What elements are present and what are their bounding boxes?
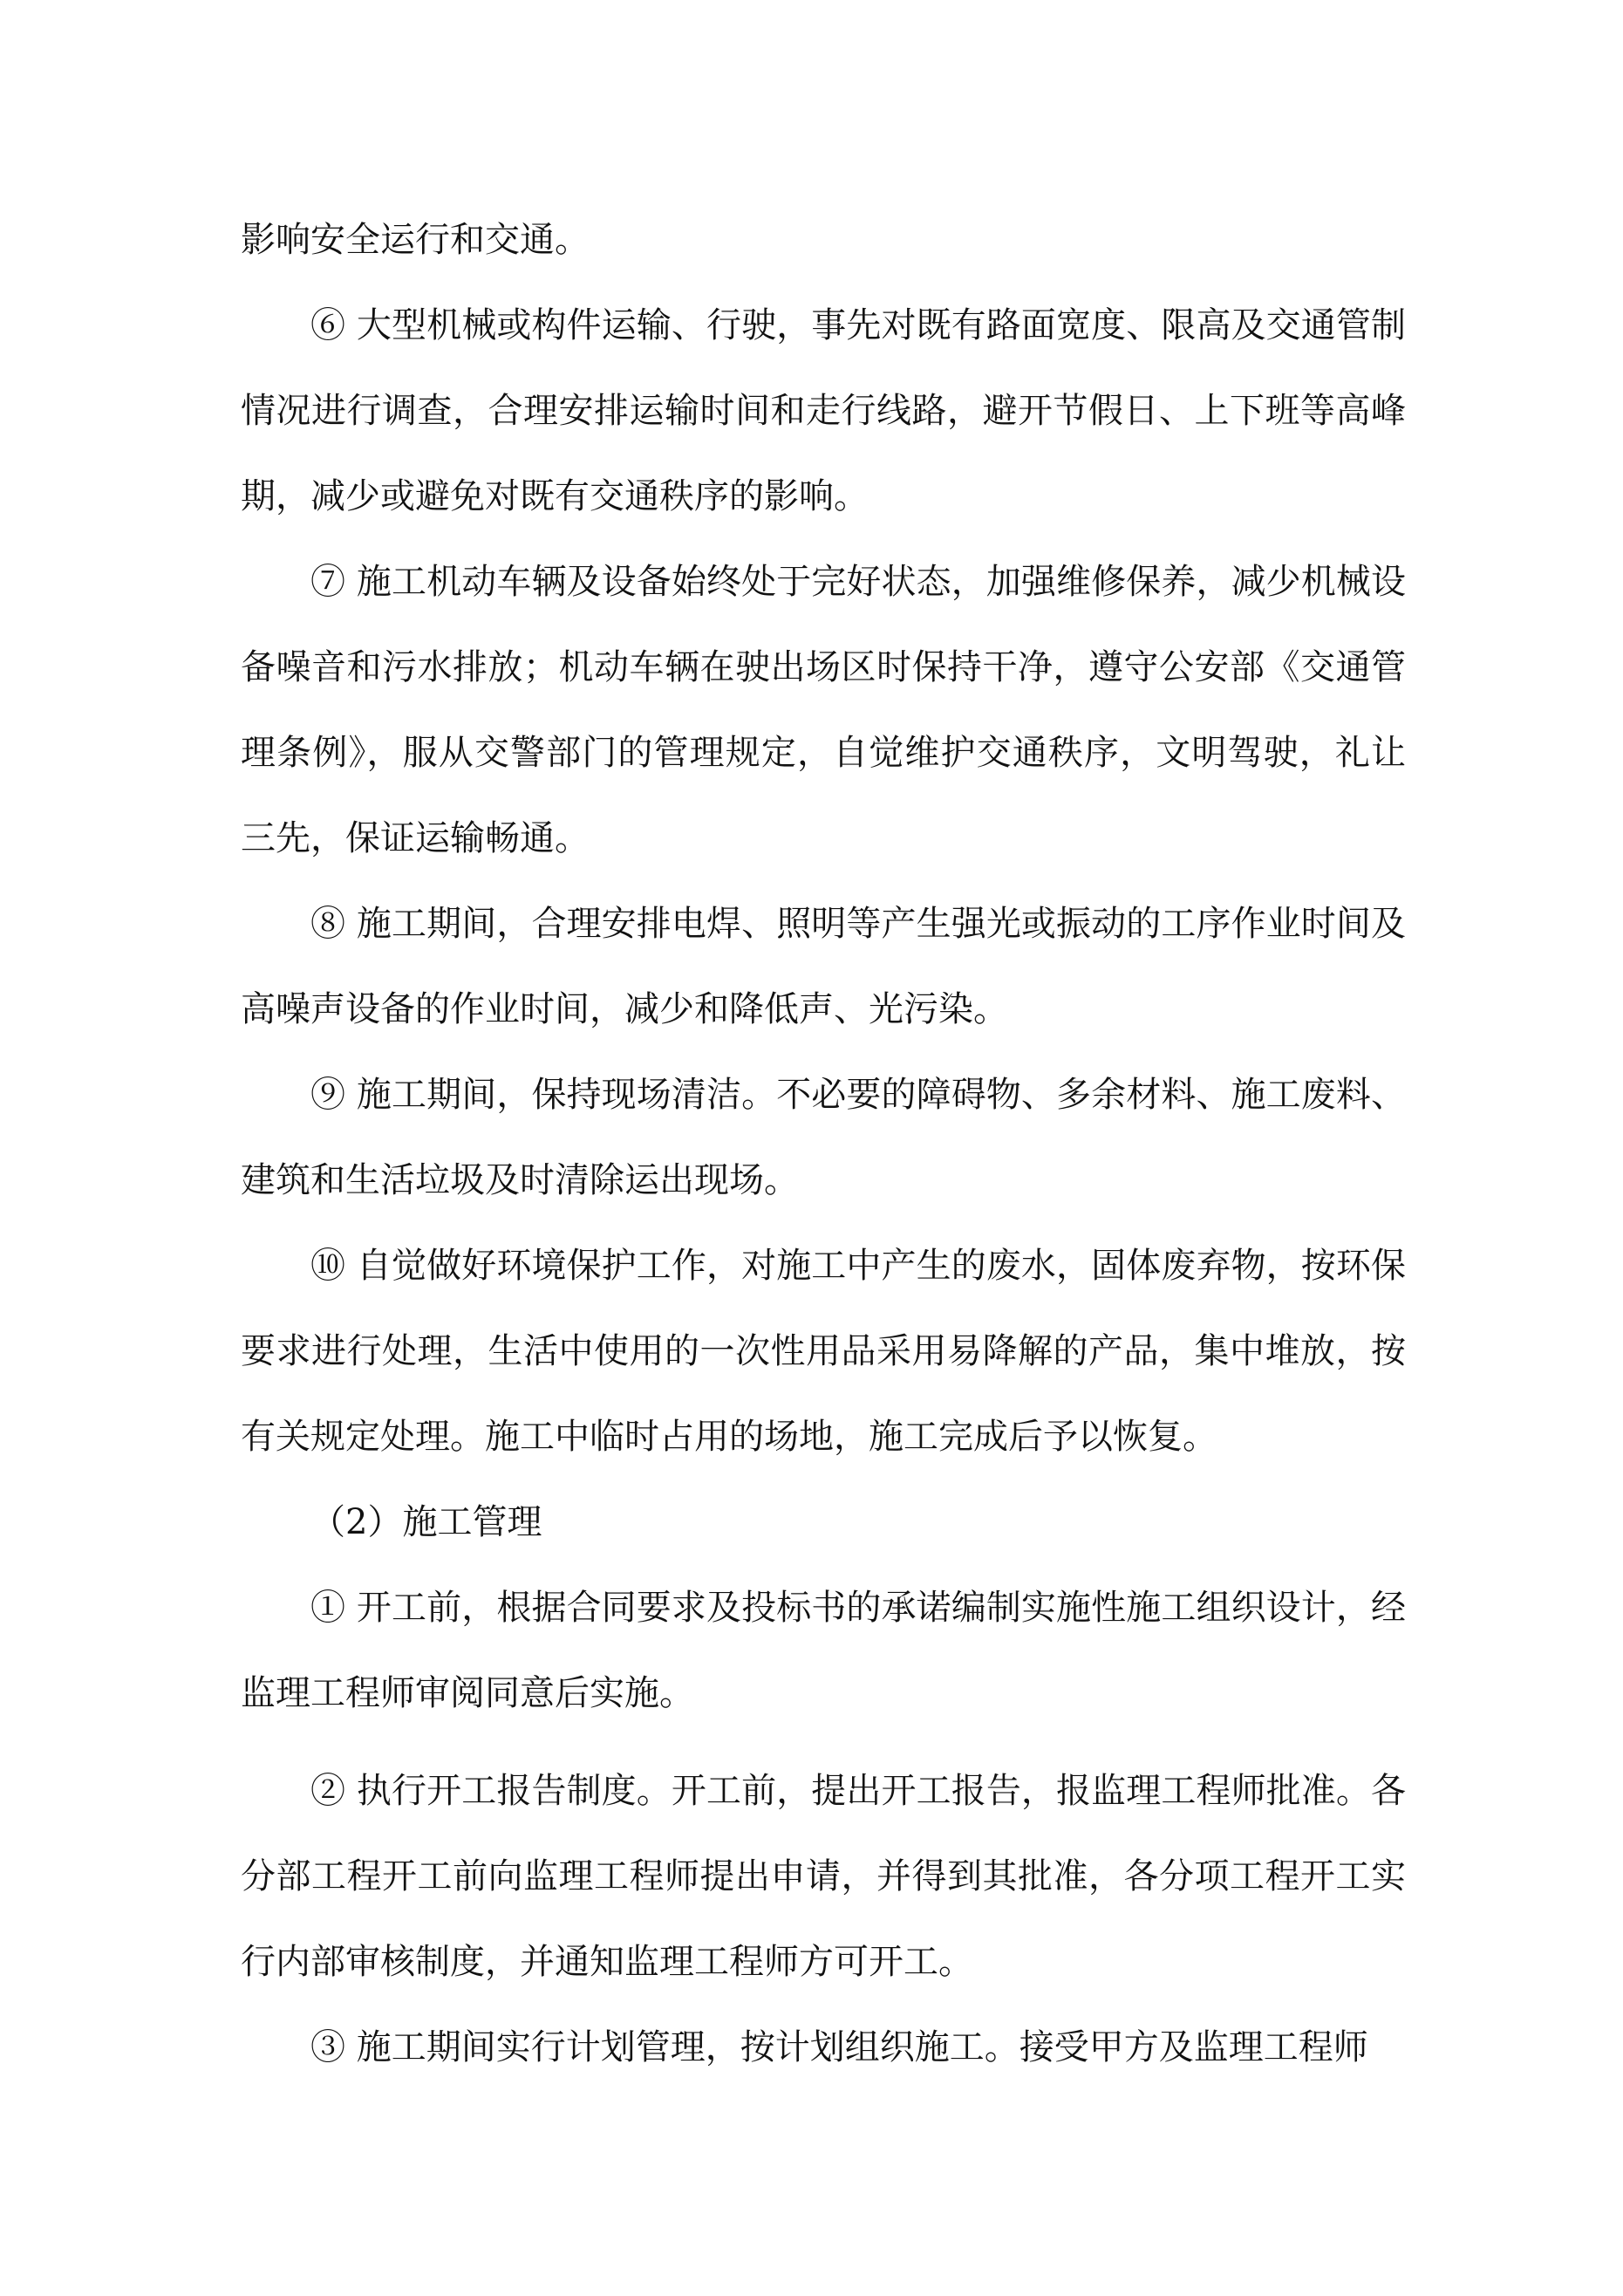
paragraph-item-10: ⑩ 自觉做好环境保护工作，对施工中产生的废水，固体废弃物，按环保要求进行处理，生活中使用的一次性用品采用易降解的产品，集中堆放，按有关规定处理。施工中临时占用的场地，施工完成后予以恢复。	[241, 1246, 1406, 1457]
paragraph-item-6: ⑥ 大型机械或构件运输、行驶，事先对既有路面宽度、限高及交通管制情况进行调查，合理安排运输时间和走行线路，避开节假日、上下班等高峰期，减少或避免对既有交通秩序的影响。	[241, 305, 1406, 516]
paragraph-item-8: ⑧ 施工期间，合理安排电焊、照明等产生强光或振动的工序作业时间及高噪声设备的作业时间，减少和降低声、光污染。	[241, 904, 1406, 1029]
paragraph-mgmt-1: ① 开工前，根据合同要求及投标书的承诺编制实施性施工组织设计，经监理工程师审阅同意后实施。	[241, 1588, 1406, 1713]
document-body	[241, 197, 1406, 2090]
paragraph-item-7: ⑦ 施工机动车辆及设备始终处于完好状态，加强维修保养，减少机械设备噪音和污水排放；机动车辆在驶出场区时保持干净，遵守公安部《交通管理条例》，服从交警部门的管理规定，自觉维护交通秩序，文明驾驶，礼让三先，保证运输畅通。	[241, 562, 1406, 858]
paragraph-mgmt-3: ③ 施工期间实行计划管理，按计划组织施工。接受甲方及监理工程师	[310, 2027, 1368, 2067]
section-heading-construction-management: （2）施工管理	[310, 1502, 542, 1542]
paragraph-gap	[241, 1736, 1406, 1748]
paragraph-item-9: ⑨ 施工期间，保持现场清洁。不必要的障碍物、多余材料、施工废料、建筑和生活垃圾及时清除运出现场。	[241, 1075, 1406, 1200]
paragraph-continuation: 影响安全运行和交通。	[241, 220, 590, 260]
paragraph-mgmt-2: ② 执行开工报告制度。开工前，提出开工报告，报监理工程师批准。各分部工程开工前向监理工程师提出申请，并得到其批准，各分项工程开工实行内部审核制度，并通知监理工程师方可开工。	[241, 1771, 1406, 1982]
